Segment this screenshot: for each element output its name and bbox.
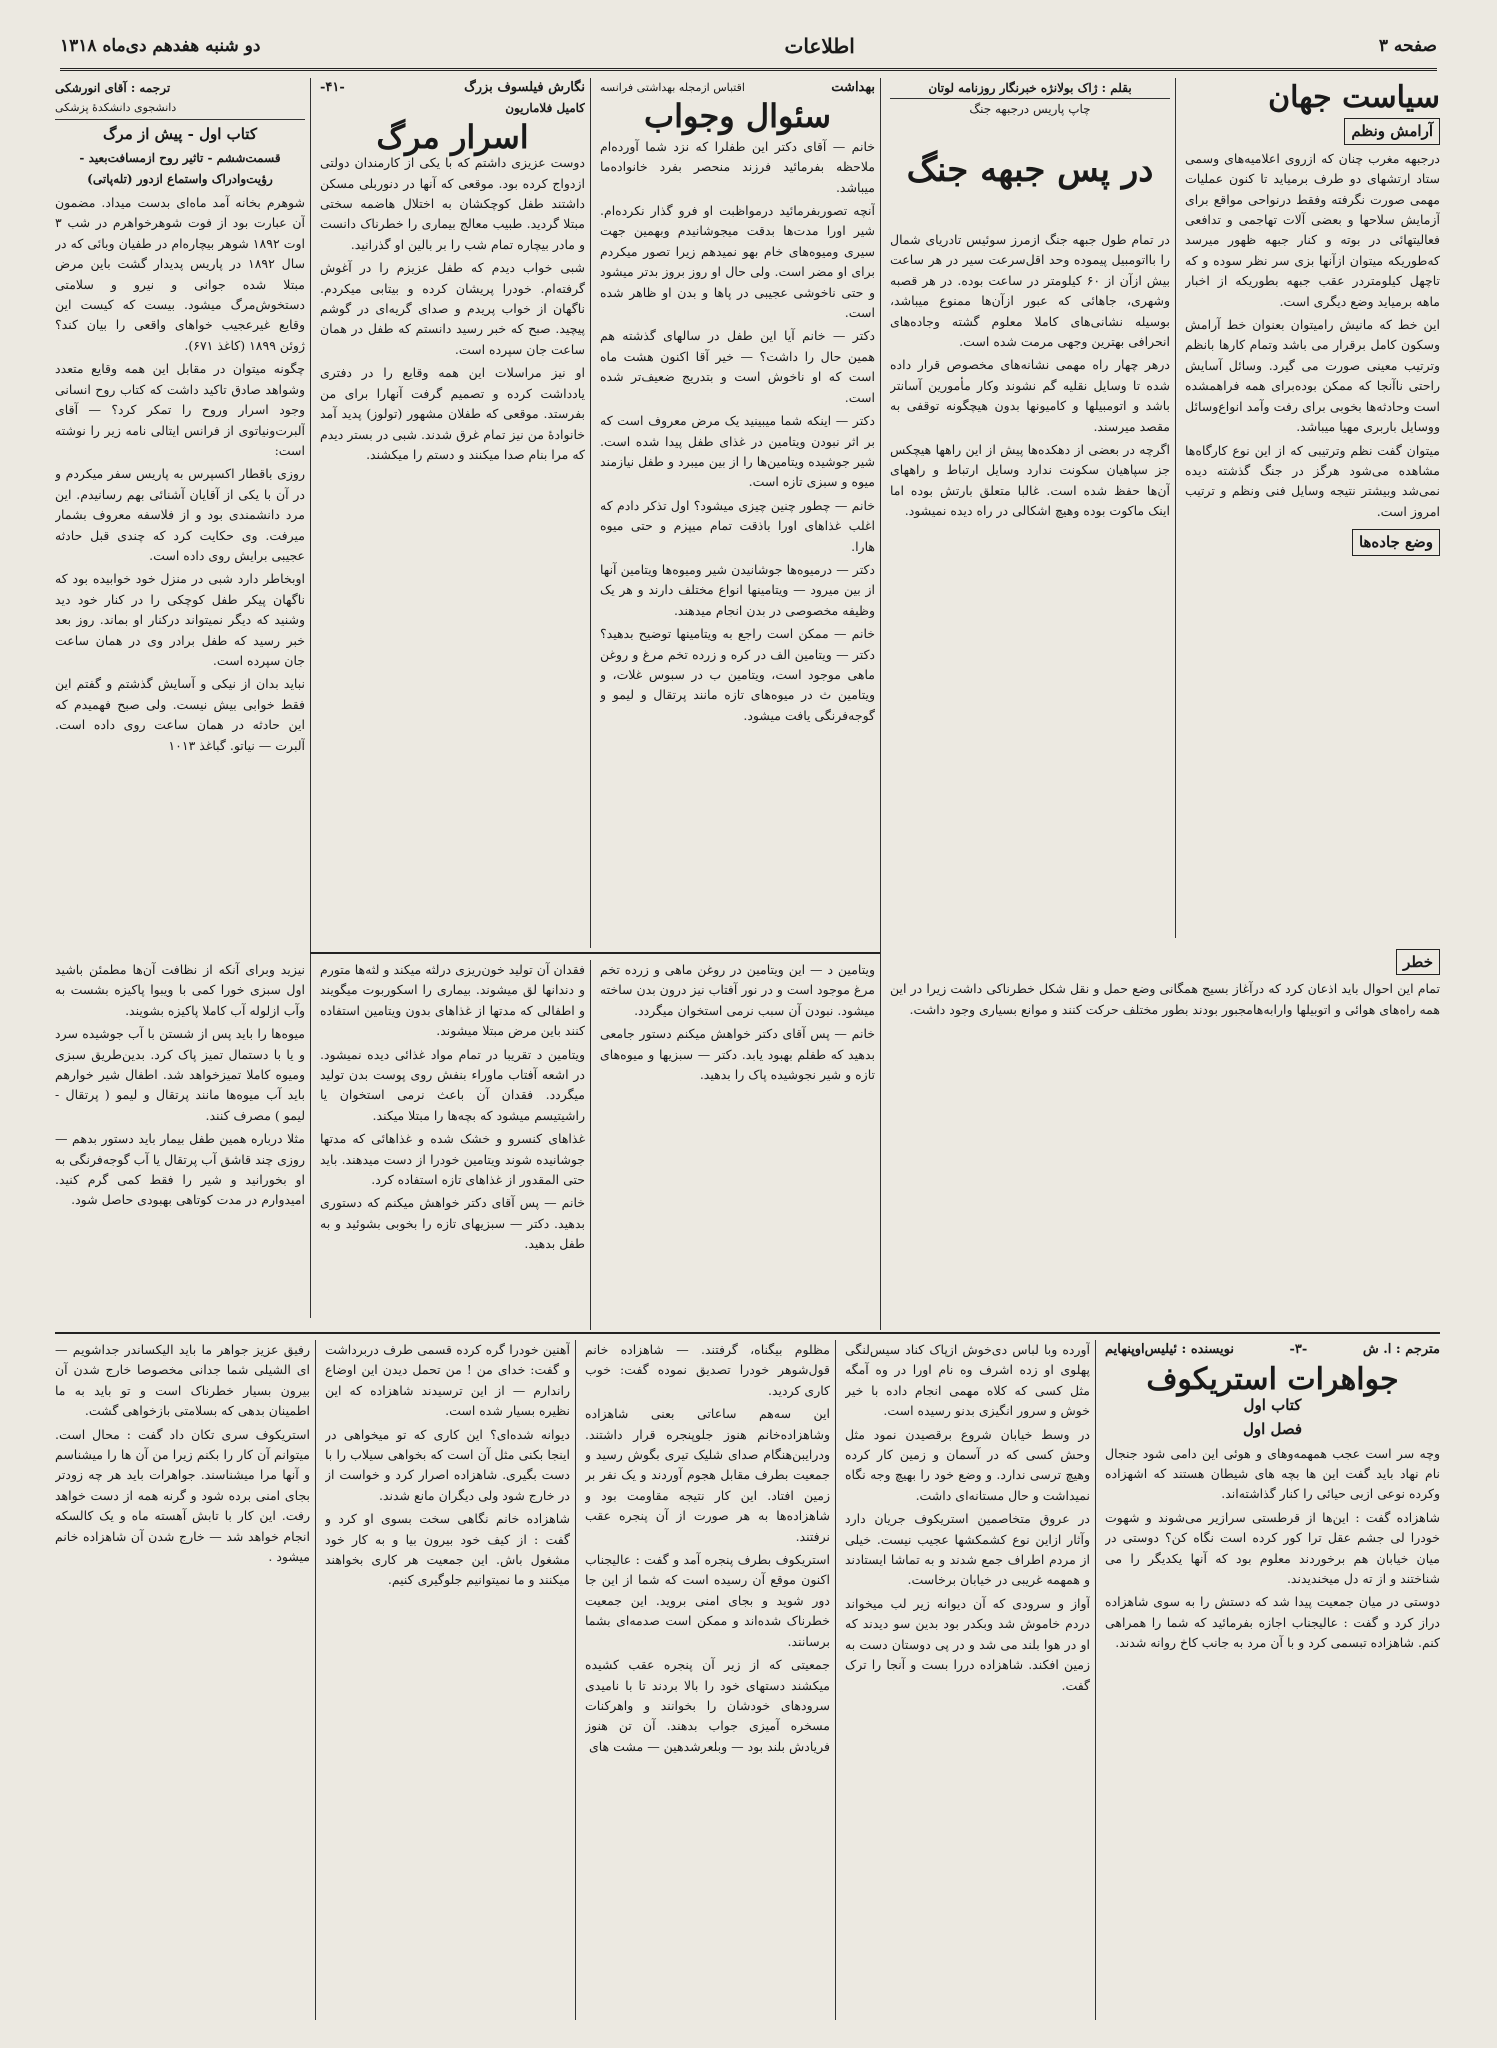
byline: بقلم : ژاک بولانژه خبرنگار روزنامه لوتان <box>890 78 1170 99</box>
veg-column-2 <box>55 960 305 1325</box>
jewels-column-3 <box>585 1340 830 2020</box>
section-rule <box>55 1332 1440 1334</box>
paragraph: وچه سر است عجب همهمه‌وهای و هوئی این دامی شود جنجال نام نهاد باید گفت این ها بچه های شیطان هستند که اشهزاده وکرده نوعی ازبی حیائی را کنار گذاشته‌اند. <box>1105 1445 1440 1502</box>
paragraph: استریکوف سری تکان داد گفت : محال است. میتوانم آن کار را بکنم زیرا من آن ها را میشناسم و آنها مرا میشناسند. جواهرات باید هر چه زودتر بجای امنی برده شود و گرنه همه از دست خواهد رفت. این کار با تابش آهسته ماه و یک کالسکه انجام خواهد شد — خارج شدن آن شاهزاده خانم میشود . <box>55 1426 310 1565</box>
world-column-1 <box>1185 78 1440 943</box>
death-column-1 <box>320 78 585 948</box>
paragraph: ویتامین د — این ویتامین در روغن ماهی و زرده تخم مرغ موجود است و در نور آفتاب نیز درون بدن ساخته میشود. نبودن آن سبب نرمی استخوان میگردد. <box>600 962 875 1018</box>
qa-title: سئوال‌ وجواب <box>643 97 832 136</box>
jewels-translator: مترجم : ا. ش <box>1362 1342 1440 1357</box>
death-kicker: نگارش فیلسوف بزرگ <box>464 80 585 95</box>
jewels-number: -۳- <box>1289 1342 1308 1357</box>
paragraph: درهر چهار راه مهمی نشانه‌های مخصوص قرار داده شده تا وسایل نقلیه گم نشوند وکار مأمورین آسانتر باشد و اتومبیلها و کامیونها بدون هیچگونه توقفی به مقصد میرسند. <box>890 357 1170 434</box>
paragraph: در وسط خیابان شروع برقصیدن نمود مثل وحش کسی که در آسمان و زمین کار کرده وهیچ ترسی ندارد. و وضع خود را بهیچ وجه نگاه نمیداشت و حال مستانه‌ای داشت. <box>845 1426 1090 1503</box>
death-column-2 <box>55 78 305 948</box>
paragraph: خانم — چطور چنین چیزی میشود؟ اول تذکر دادم که اغلب غذاهای اورا باذقت تمام میپزم و حتی میوه هارا. <box>600 497 875 554</box>
column-rule <box>575 1340 576 2020</box>
paragraph: شوهرم بخانه آمد ماه‌ای بدست میداد. مضمون آن عبارت بود از فوت شوهرخواهرم در شب ۳ اوت ۱۸۹۲ شوهر بیچاره‌ام در طفیان وبائی که در سال ۱۸۹۲ در پاریس پدیدار گشت باین مرض مبتلا شده جوانی و نیرو و سلامتی دستخوش‌مرگ میشود. بیست که کیست این وقایع غیرعجیب خواهای واقعی را بیان کند؟ ژوئن ۱۸۹۹ (کاغذ ۶۷۱). <box>55 195 305 353</box>
article-title: در پس جبهه جنگ <box>906 149 1154 190</box>
death-title: اسرار مرگ <box>376 117 529 156</box>
column-rule <box>1175 78 1176 938</box>
qa-column <box>600 78 875 948</box>
paragraph: دکتر — اینکه شما میبینید یک مرض معروف است که بر اثر نبودن ویتامین در غذای طفل پیدا شده است. شیر جوشیده ویتامین‌ها را از بین میبرد و طفل نیازمند میوه و سبزی تازه است. <box>600 413 875 490</box>
paragraph: استریکوف بطرف پنجره آمد و گفت : عالیجناب اکنون موقع آن رسیده است که شما از این جا دور شوید و بجای امنی بروید. این جمعیت خطرناک شده‌اند و ممکن است صدمه‌ای بشما برسانند. <box>585 1552 830 1649</box>
paragraph: روزی باقطار اکسپرس به پاریس سفر میکردم و در آن با یکی از آقایان آشنائی بهم رسانیدم. این مرد دانشمندی بود و از فلاسفه معروف بشمار میرفت. وی حکایت کرد که چندی قبل حادثه عجیبی برایش روی داده است. <box>55 466 305 563</box>
paragraph: خانم — پس آقای دکتر خواهش میکنم که دستوری بدهید. دکتر — سبزیهای تازه را بخوبی بشوئید و به طفل بدهید. <box>320 1195 585 1252</box>
masthead <box>60 24 1437 71</box>
paragraph: دوست عزیزی داشتم که با یکی از کارمندان دولتی ازدواج کرده بود. موقعی که آنها در دنوربلی مسکن داشتند طفل کوچکشان به اختلال هاضمه سختی مبتلا گردید. طبیب معالج بیماری را خطرناک دانست و مادر بیچاره تمام شب را بر بالین او گذرانید. <box>320 155 585 252</box>
jewels-author: نویسنده : ئیلیس‌اوپنهایم <box>1105 1342 1234 1357</box>
paragraph: چگونه میتوان در مقابل این همه وقایع متعدد وشواهد صادق تاکید داشت که کتاب روح انسانی وجود اسرار وروح را تمکر کرد؟ — آقای آلبرت‌ونیاتوی از فرانس ایتالی نامه زیر را نوشته است: <box>55 361 305 458</box>
paragraph: خانم — آقای دکتر این طفلرا که نزد شما آورده‌ام ملاحظه بفرمائید فرزند منحصر بفرد خانواده‌ما میباشد. <box>600 138 875 195</box>
paragraph: آورده وبا لباس دی‌خوش ازپاک کناد سیس‌لنگی پهلوی او زده اشرف وه نام اورا در وه آمگه مثل کسی که کلاه مهمی انجام داده با خیر خوش و سرور انگیزی بدنو رسیده است. <box>845 1342 1090 1419</box>
paragraph: نیزید وبرای آنکه از نظافت آن‌ها مطمئن باشید اول سبزی خورا کمی با ویبوا پاکیزه بشست به وآب ازلوله آب کاملا پاکیزه بشویند. <box>55 962 305 1018</box>
paragraph: آنچه تصوربفرمائید درمواظبت او فرو گذار نکرده‌ام. شیر اورا مدت‌ها بدقت میجوشانیدم وبهمین جهت سیری ومیوه‌های خام بهو نمیدهم زیرا تصور میکردم برای او مضر است. ولی حال او روز بروز بدتر میشود و حتی ناخوشی عجیبی در پاها و بدن او ظاهر شده است. <box>600 203 875 321</box>
column-rule <box>310 78 311 1318</box>
paragraph: دوستی در میان جمعیت پیدا شد که دستش را به سوی شاهزاده دراز کرد و گفت : عالیجناب اجازه بفرمائید که شما را همراهی کنم. شاهزاده تبسمی کرد و با آن مرد به جانب کاخ روانه شدند. <box>1105 1594 1440 1651</box>
jewels-column-2 <box>845 1340 1090 2020</box>
jewels-column-4 <box>325 1340 570 2020</box>
paragraph: شاهزاده گفت : این‌ها از قرطستی سرازیر می‌شوند و شهوت خودرا لی جشم عقل ترا کور کرده است نگاه کن؟ دوستی در میان خیابان هم برخوردند معلوم بود که آنها یکدیگر را می شناختند و از ته دل میخندیدند. <box>1105 1509 1440 1587</box>
death-number: -۴۱- <box>320 80 345 95</box>
paragraph: آواز و سرودی که آن دیوانه زیر لب میخواند دردم خاموش شد وبکدر بود بدین سو دیدند که او در هوا بلند می شد و در پی دوستان دست به زمین افکند. شاهزاده دررا بست و آنجا را ترک گفت. <box>845 1595 1090 1693</box>
jewels-title: جواهرات استریکوف <box>1146 1362 1399 1398</box>
qa-column-2 <box>600 960 875 1325</box>
paragraph: در تمام طول جبهه جنگ ازمرز سوئیس تادریای شمال را بااتومبیل پیموده وحد اقل‌سرعت سیر در هر ساعت بیش ازآن از ۶۰ کیلومتر در ساعت بوده. در هر قصبه وشهری، جاهائی که عبور ازآن‌ها ممنوع میباشد، بوسیله نشانی‌های کاملا معلوم گشته وجاده‌های انحرافی بهترین وجهی مرمت شده است. <box>890 232 1170 350</box>
paragraph: این خط که مانیش رامیتوان بعنوان خط آرامش وسکون کامل برقرار می باشد وتمام کارها بانظم وترتیب معینی صورت می گیرد. وسائل آسایش راحتی ناآنجا که ممکن بوده‌برای همه فراهمشده است وحادثه‌ها بخوبی برای رفت وآمد انواع‌وسائل ووسایل باربری مهیا میباشد. <box>1185 317 1440 435</box>
paragraph: خانم — ممکن است راجع به ویتامینها توضیح بدهید؟ دکتر — ویتامین الف در کره و زرده تخم مرغ و روغن ماهی موجود است، ویتامین ب در سبوس غلات، و ویتامین ث در میوه‌های تازه مانند پرتقال و لیمو و گوجه‌فرنگی یافت میشود. <box>600 626 875 723</box>
column-rule <box>835 1340 836 2020</box>
death-header <box>320 78 585 98</box>
paragraph: رفیق عزیز جواهر ما باید الیکساندر جداشویم — ای الشیلی شما جدانی مخصوصا خارج شدن آن بیرون بسیار خطرناک است و تو باید به ما اطمینان بدهی که بسلامتی بازخواهی گشت. <box>55 1342 310 1419</box>
paragraph: فقدان آن تولید خون‌ریزی درلثه میکند و لثه‌ها متورم و دندانها لق میشوند. بیماری را اسکوربوت میگویند و اطفالی که مدتها از غذاهای بدون ویتامین استفاده کنند باین مرض مبتلا میشوند. <box>320 962 585 1039</box>
paragraph: آهنین خودرا گره کرده قسمی طرف دربرداشت و گفت: خدای من ! من تحمل دیدن این اوضاع راندارم — از این ترسیدند شاهزاده که این نظیره بسیار شده است. <box>325 1342 570 1419</box>
paragraph: غذاهای کنسرو و خشک شده و غذاهائی که مدتها جوشانیده شوند ویتامین خودرا از دست میدهند. باید حتی المقدور از غذاهای تازه استفاده کرد. <box>320 1131 585 1188</box>
jewels-column-1 <box>1105 1340 1440 2020</box>
death-translator: ترجمه : آقای انورشکی <box>55 81 171 95</box>
paragraph: خانم — پس آقای دکتر خواهش میکنم دستور جامعی بدهید که طفلم بهبود یابد. دکتر — سبزیها و میوه‌های تازه و شیر نجوشیده پاک را بدهید. <box>600 1026 875 1083</box>
column-rule <box>590 960 591 1330</box>
column-rule <box>315 1340 316 2020</box>
qa-header <box>600 78 875 98</box>
world-column-2 <box>890 230 1170 930</box>
subhead: آرامش ونظم <box>1344 118 1440 144</box>
byline-2: چاپ پاریس درجبهه جنگ <box>969 102 1091 117</box>
section-title: سیاست جهان <box>1268 80 1440 115</box>
section-rule <box>310 952 880 954</box>
jewels-header <box>1105 1340 1440 1360</box>
paper-name: اطلاعات <box>784 34 855 58</box>
jewels-book: کتاب اول <box>1243 1395 1302 1414</box>
qa-section: بهداشت <box>831 80 875 95</box>
paragraph: جمعیتی که از زیر آن پنجره عقب کشیده میکشند دستهای خود را بالا بردند تا با نامیدی سرودهای خودشان را بخوانند و واهرکنات مسخره آمیزی جواب بدهند. آن تن هنوز فریادش بلند بود — وبلعرشدهین — مشت های <box>585 1657 830 1754</box>
column-rule <box>590 78 591 948</box>
paragraph: میتوان گفت نظم وترتیبی که از این نوع کارگاه‌ها مشاهده می‌شود هرگز در جنگ گذشته دیده نمی‌شد وبیشتر نتیجه وسایل فنی ونظم و ترتیب امروز است. <box>1185 442 1440 519</box>
paragraph: این سه‌هم ساعاتی بعنی شاهزاده وشاهزاده‌خانم هنوز جلوپنجره قرار داشتند. ودرایبن‌هنگام صدای شلیک تیری بگوش رسید و جمعیت بطرف مقابل هجوم آوردند و یک نفر بر زمین افتاد. این کار نتیجه مقاومت بود و شاهزاده‌ها به هر صورت از آن پنجره عقب نرفتند. <box>585 1406 830 1544</box>
paragraph: در عروق متخاصمین استریکوف جریان دارد وآثار ازاین نوع کشمکشها عجیب نیست. خیلی از مردم اطراف جمع شدند و به تماشا ایستادند و همهمه غریبی در خیابان برخاست. <box>845 1511 1090 1588</box>
subhead: وضع جاده‌ها <box>1352 529 1440 555</box>
paragraph: درجبهه مغرب چنان که ازروی اعلامیه‌های وسمی ستاد ارتشهای دو طرف برمیاید تا کنون عملیات مهمی صورت نگرفته وفقط درنواحی مواقع برای آزمایش سلاحها و بعضی آلات تهاجمی و تدافعی فعالیتهائی در بوته و کنار جبهه ظهور میرسد که‌طوریکه‌ میتوان ازآنها بزی سر نظر سوده و که تاچهل کیلومتردر عقب جبهه بطوریکه از اخبار ماهه برمیاید وضع دیگری است. <box>1185 150 1440 309</box>
veg-column <box>320 960 585 1325</box>
death-translator-2: دانشجوی دانشکدهٔ پزشکی <box>55 98 305 119</box>
subhead: خطر <box>1396 949 1440 975</box>
jewels-chapter: فصل اول <box>1242 1420 1303 1439</box>
page-number: صفحه ۳ <box>1378 36 1437 56</box>
column-rule <box>880 600 881 1330</box>
paragraph: ویتامین د تقریبا در تمام مواد غذائی دیده نمیشود. در اشعه آفتاب ماوراء بنفش روی پوست بدن تولید میگردد. فقدان آن باعث نرمی استخوان یا راشیتیسم میشود که بچه‌ها را مبتلا میکند. <box>320 1046 585 1123</box>
paragraph: شاهزاده خانم نگاهی سخت بسوی او کرد و گفت : از کیف خود بیرون بیا و به کار خود مشغول باش. این جمعیت هر کاری بخواهند میکنند و ما نمیتوانیم جلوگیری کنیم. <box>325 1511 570 1588</box>
paragraph: میوه‌ها را باید پس از شستن با آب جوشیده سرد و یا با دستمال تمیز پاک کرد. بدین‌طریق سبزی ومیوه کاملا تمیزخواهد شد. اطفال شیر خوارهم باید آب میوه‌ها مانند پرتقال و لیمو ( پرتقال - لیمو ) مصرف کنند. <box>55 1026 305 1123</box>
jewels-column-5 <box>55 1340 310 2020</box>
death-author: کامیل فلاماریون <box>505 101 585 116</box>
paragraph: شبی خواب دیدم که طفل عزیزم را در آغوش گرفته‌ام. خودرا پریشان کرده و بیتابی میکردم. ناگهان از خواب پریدم و صدای گریه‌ای در گوشم پیچید. صبح که خبر رسید دانستم که طفل در همان ساعت جان سپرده است. <box>320 260 585 357</box>
paragraph: مثلا درباره همین طفل بیمار باید دستور بدهم — روزی چند قاشق آب پرتقال یا آب گوجه‌فرنگی به او بخورانید و شیر را فقط کمی گرم کنید. امیدوارم در مدت کوتاهی بهبودی حاصل شود. <box>55 1131 305 1208</box>
death-part: قسمت‌ششم - تاثیر روح ازمسافت‌بعید - رؤیت‌وادراک واستماع ازدور (تله‌پاتی) <box>79 151 281 186</box>
paragraph: اوبخاطر دارد شبی در منزل خود خوابیده بود که ناگهان پیکر طفل کوچکی را در کنار خود دید وشنید که دیگر نمیتواند درکنار او بماند. روز بعد خبر رسید که طفل برادر وی در همان ساعت جان سپرده است. <box>55 571 305 668</box>
qa-kicker: اقتباس ازمجله بهداشتی فرانسه <box>600 81 745 94</box>
paragraph: دکتر — خانم آیا این طفل در سالهای گذشته هم همین حال را داشت؟ — خیر آقا اکنون هشت ماه است که او ناخوش است و بتدریج ضعیف‌تر شده است. <box>600 328 875 405</box>
paragraph: تمام این احوال باید اذعان کرد که درآغاز بسیج همگانی وضع حمل و نقل شکل خطرناکی داشت زیرا در این همه راه‌های هوائی و اتوبیلها وارابه‌هامجبور بودند بطور مختلف حرکت کنند و موانع بسیاری وجود داشت. <box>890 981 1440 1017</box>
issue-date: دو شنبه هفدهم دی‌ماه ۱۳۱۸ <box>60 36 261 56</box>
paragraph: مظلوم بیگناه، گرفتند. — شاهزاده خانم قول‌شوهر خودرا تصدیق نموده گفت: خوب کاری کردید. <box>585 1342 830 1398</box>
column-rule <box>1095 1340 1096 2020</box>
paragraph: اگرچه در بعضی از دهکده‌ها پیش از این راهها هیچکس جز سپاهیان سکونت ندارد وسایل ارتباط و راههای آن‌ها حفظ شده است. غالبا متعلق بارتش بوده اما اینک ماکوت بوده وهیچ اشکالی در راه دیده نمیشود. <box>890 442 1170 519</box>
death-book: کتاب اول - پیش از مرگ <box>103 124 257 143</box>
paragraph: او نیز مراسلات این همه وقایع را در دفتری یادداشت کرده و تصمیم گرفت آنهارا برای من بفرستد. موقعی که طفلان مشهور (تولوز) پدید آمد خانوادهٔ من نیز تمام غرق شدند. شبی در بستر دیدم که مرا بنام صدا میکنند و دستم را میکشند. <box>320 365 585 462</box>
world-column-3 <box>890 945 1440 1325</box>
paragraph: دکتر — درمیوه‌ها جوشانیدن شیر ومیوه‌ها ویتامین آنها از بین میرود — ویتامینها انواع مختلف دارند و هر یک وظیفه مخصوصی در بدن انجام میدهند. <box>600 561 875 618</box>
paragraph: دیوانه شده‌ای؟ این کاری که تو میخواهی در اینجا بکنی مثل آن است که بخواهی سیلاب را با دست بگیری. شاهزاده اصرار کرد و خواست از در خارج شود ولی دیگران مانع شدند. <box>325 1426 570 1503</box>
paragraph: نباید بدان از نیکی و آسایش گذشتم و گفتم این فقط خوابی بیش نیست. ولی صبح فهمیدم که این حادثه در همان ساعت روی داده است. آلبرت — نیاتو. گباغذ ۱۰۱۳ <box>55 676 305 753</box>
